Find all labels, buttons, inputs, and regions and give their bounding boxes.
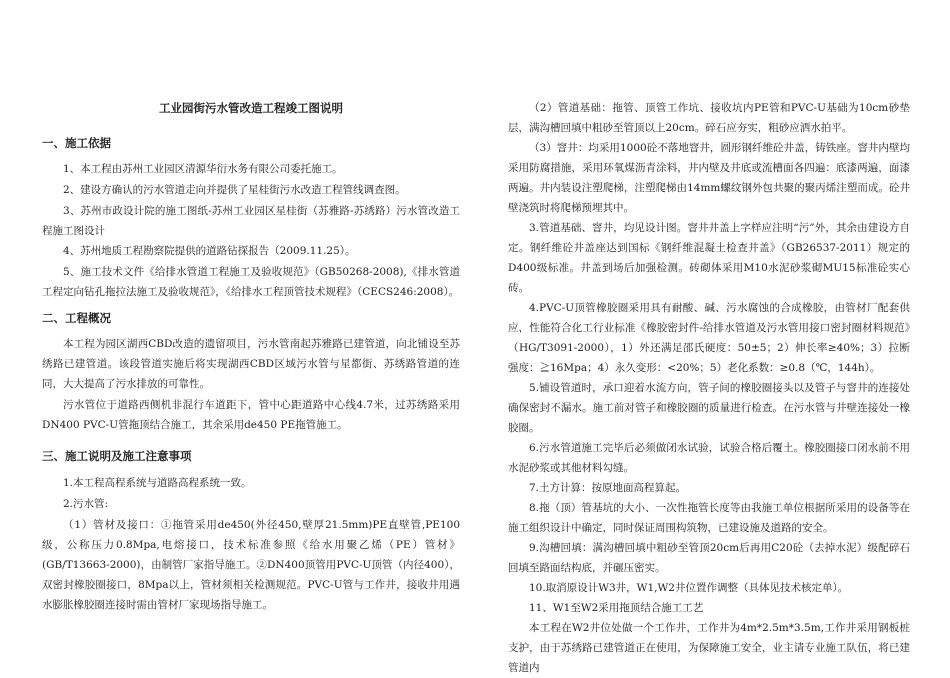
basis-item-5: 5、施工技术文件《给排水管道工程施工及验收规范》（GB50268-2008),《排水管道工程定向钻孔拖拉法施工及验收规范》，《给排水工程顶管技术规程》（CECS246:2008）。 (42, 266, 460, 298)
right-para-8: 8.拖（顶）管基坑的大小、一次性拖管长度等由我施工单位根据所采用的设备等在施工组织设计中确定，同时保证周围构筑物，已建设施及道路的安全。 (508, 502, 910, 534)
basis-item-3: 3、苏州市政设计院的施工图纸-苏州工业园区星桂街（苏雅路-苏绣路）污水管改造工程施工图设计 (42, 205, 460, 237)
section-heading-1: 一、施工依据 (42, 136, 111, 150)
right-para-11: 11、W1至W2采用拖顶结合施工工艺 (529, 602, 704, 614)
right-para-9: 9.沟槽回填：满沟槽回填中粗砂至管顶20cm后再用C20砼（去掉水泥）级配碎石回填至路面结构底，并碾压密实。 (508, 542, 910, 574)
basis-item-4: 4、苏州地质工程勘察院提供的道路钻探报告（2009.11.25）。 (63, 245, 356, 257)
right-para-12: 本工程在W2井位处做一个工作井，工作井为4m*2.5m*3.5m,工作井采用钢板桩支护，由于苏绣路已建管道正在使用，为保障施工安全，业主请专业施工队伍，将已建管道内 (508, 622, 910, 674)
basis-item-1: 1、本工程由苏州工业园区清源华衍水务有限公司委托施工。 (63, 163, 343, 175)
right-para-2: （3）窨井：均采用1000砼不落地窨井，圆形钢纤维砼井盖，铸铁座。窨井内壁均采用防腐措施，采用环氧煤沥青涂料，井内壁及井底或流槽面各四遍：底漆两遍，面漆两遍。井内装设注塑爬梯，注塑爬梯由14mm螺纹钢外包共聚的聚丙烯注塑而成。砼井壁浇筑时将爬梯预埋其中。 (508, 142, 910, 214)
section-heading-3: 三、施工说明及施工注意事项 (42, 449, 192, 463)
right-para-10: 10.取消原设计W3井，W1,W2井位置作调整（具体见技术核定单）。 (529, 582, 849, 594)
right-para-1: （2）管道基础：拖管、顶管工作坑、接收坑内PE管和PVC-U基础为10cm砂垫层，满沟槽回填中粗砂至管顶以上20cm。碎石应夯实，粗砂应洒水拍平。 (508, 102, 910, 134)
overview-para-1: 本工程为园区湖西CBD改造的遗留项目，污水管南起苏雅路已建管道，向北铺设至苏绣路已建管道。该段管道实施后将实现湖西CBD区域污水管与星都街、苏绣路管道的连同，大大提高了污水排放的可靠性。 (42, 338, 460, 390)
overview-para-2: 污水管位于道路西侧机非混行车道距下，管中心距道路中心线4.7米，过苏绣路采用DN400 PVC-U管拖顶结合施工，其余采用de450 PE拖管施工。 (42, 399, 460, 431)
basis-item-2: 2、建设方确认的污水管道走向并提供了星桂街污水改造工程管线调查图。 (63, 184, 406, 196)
section-heading-2: 二、工程概况 (42, 311, 111, 325)
right-para-4: 4.PVC-U顶管橡胶圈采用具有耐酸、碱、污水腐蚀的合成橡胶，由管材厂配套供应，性能符合化工行业标准《橡胶密封件-给排水管道及污水管用接口密封圈材料规范》（HG/T3091-2000），1）外还满足邵氏硬度：50±5；2）伸长率≥40%；3）拉断强度：≧16Mpa；4）永久变形：<20%；5）老化系数：≥0.8（℃，144h）。 (508, 302, 910, 374)
notes-item-2: 2.污水管: (63, 498, 109, 510)
right-para-3: 3.管道基础、窨井，均见设计图。窨井井盖上字样应注明“污”外，其余由建设方自定。钢纤维砼井盖座达到国标《钢纤维混凝土检查井盖》（GB26537-2011）规定的D400级标准。井盖到场后加强检测。砖砌体采用M10水泥砂浆砌MU15标准砼实心砖。 (508, 222, 910, 294)
right-para-6: 6.污水管道施工完毕后必须做闭水试验，试验合格后覆土。橡胶圈接口闭水前不用水泥砂浆或其他材料勾缝。 (508, 442, 910, 474)
notes-item-3: （1）管材及接口：①拖管采用de450(外径450,壁厚21.5mm)PE直壁管,PE100级，公称压力0.8Mpa,电熔接口，技术标准参照《给水用聚乙烯（PE）管材》(GB/T13663-2000)，由制管厂家指导施工。②DN400顶管用PVC-U顶管（内径400），双密封橡胶圈接口，8Mpa以上，管材须相关检测规范。PVC-U管与工作井，接收井用遇水膨胀橡胶圈连接时需由管材厂家现场指导施工。 (42, 519, 460, 611)
notes-item-1: 1.本工程高程系统与道路高程系统一致。 (63, 477, 252, 489)
document-title: 工业园街污水管改造工程竣工图说明 (159, 101, 343, 115)
right-para-7: 7.土方计算：按原地面高程算起。 (529, 482, 687, 494)
right-para-5: 5.铺设管道时，承口迎着水流方向，管子间的橡胶圈接头以及管子与窨井的连接处确保密封不漏水。施工前对管子和橡胶圈的质量进行检查。在污水管与井壁连接处一橡胶圈。 (508, 382, 910, 434)
